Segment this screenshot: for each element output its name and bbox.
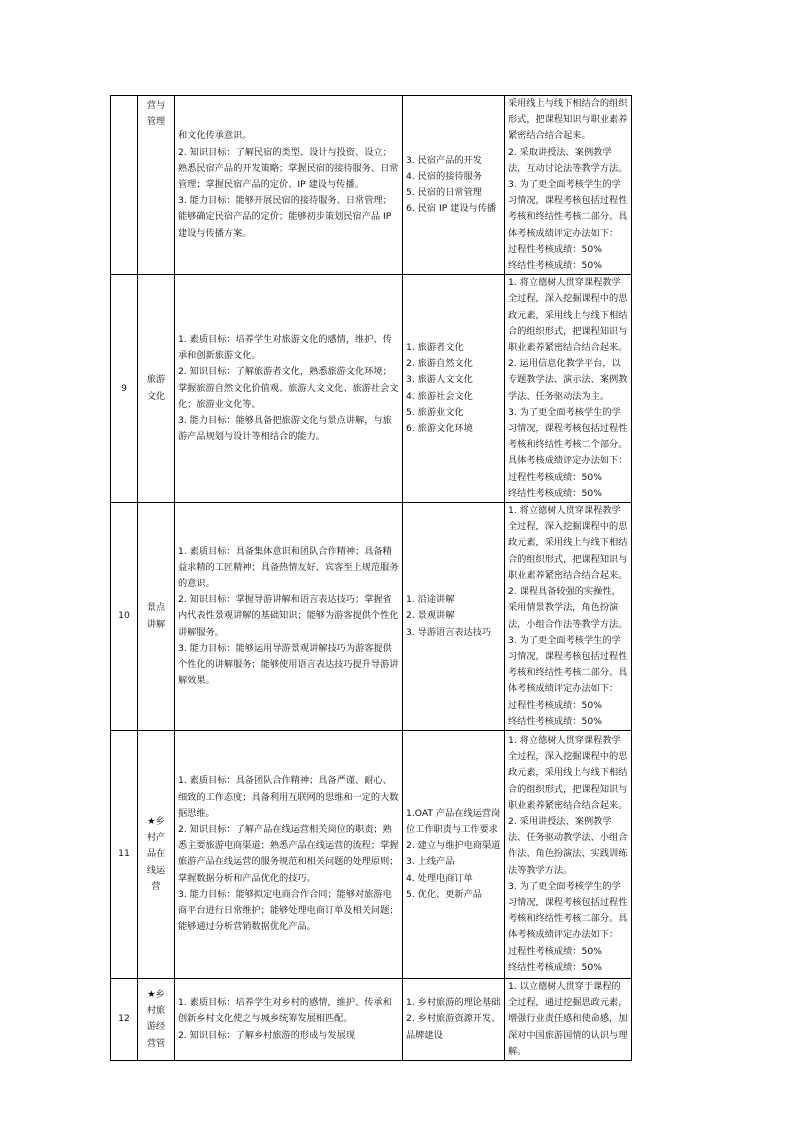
- course-goals: 1. 素质目标：具备团队合作精神；具备严谨、耐心、细致的工作态度；具备利用互联网的思维和一定的大数据思维。 2. 知识目标：了解产品在线运营相关岗位的职责；熟悉主要旅游电商渠道；熟悉产品在线运营的流程；掌握旅游产品在线运营的服务规范和相关问题的处理原则；掌握数据分析和产品优化的技巧。 3. 能力目标：能够拟定电商合作合同；能够对旅游电商平台进行日常维护；能够处理电商订单及相关问题；能够通过分析营销数据优化产品。: [175, 730, 403, 978]
- course-table: [110, 95, 632, 1061]
- course-goals: 1. 素质目标：培养学生对旅游文化的感情，维护、传承和创新旅游文化。 2. 知识目标：了解旅游者文化，熟悉旅游文化环境；掌握旅游自然文化价值观、旅游人文文化、旅游社会文化；旅游业文化等。 3. 能力目标：能够具备把旅游文化与景点讲解，与旅游产品规划与设计等相结合的能力。: [175, 275, 403, 503]
- table-row: [111, 978, 632, 1060]
- course-method: 1. 将立德树人贯穿课程教学全过程，深入挖掘课程中的思政元素，采用线上与线下相结合的组织形式，把课程知识与职业素养紧密结合结合起来。 2. 采用讲授法、案例教学法、任务驱动教学法、小组合作法、角色扮演法、实践训练法等教学方法。 3. 为了更全面考核学生的学习情况，课程考核包括过程性考核和终结性考核二部分。具体考核成绩评定办法如下： 过程性考核成绩：50% 终结性考核成绩：50%: [505, 730, 632, 978]
- course-name: 营与 管理: [138, 96, 175, 275]
- row-number: 11: [111, 730, 138, 978]
- course-goals: 1. 素质目标：培养学生对乡村的感情，维护、传承和创新乡村文化使之与城乡统筹发展相匹配。 2. 知识目标：了解乡村旅游的形成与发展现: [175, 978, 403, 1060]
- row-number: 9: [111, 275, 138, 503]
- course-name: 旅游 文化: [138, 275, 175, 503]
- course-name: ★乡 村产 品在 线运 营: [138, 730, 175, 978]
- table-row: [111, 275, 632, 503]
- row-number: 10: [111, 503, 138, 731]
- course-goals: 1. 素质目标：具备集体意识和团队合作精神；具备精益求精的工匠精神；具备热情友好、宾客至上规范服务的意识。 2. 知识目标：掌握导游讲解和语言表达技巧；掌握省内代表性景观讲解的基础知识；能够为游客提供个性化讲解服务。 3. 能力目标：能够运用导游景观讲解技巧为游客提供个性化的讲解服务；能够使用语言表达技巧提升导游讲解效果。: [175, 503, 403, 731]
- table-row: [111, 730, 632, 978]
- course-content: 1.OAT 产品在线运营岗位工作职责与工作要求 2. 建立与维护电商渠道 3. 上线产品 4. 处理电商订单 5. 优化、更新产品: [403, 730, 505, 978]
- course-method: 采用线上与线下相结合的组织形式，把课程知识与职业素养紧密结合结合起来。 2. 采取讲授法、案例教学法，互动讨论法等教学方法。 3. 为了更全面考核学生的学习情况，课程考核包括过程性考核和终结性考核二部分。具体考核成绩评定办法如下： 过程性考核成绩：50% 终结性考核成绩：50%: [505, 96, 632, 275]
- course-name: 景点 讲解: [138, 503, 175, 731]
- course-method: 1. 将立德树人贯穿课程教学全过程，深入挖掘课程中的思政元素，采用线上与线下相结合的组织形式，把课程知识与职业素养紧密结合结合起来。 2. 运用信息化教学平台，以专题教学法、演示法、案例教学法、任务驱动法为主。 3. 为了更全面考核学生的学习情况，课程考核包括过程性考核和终结性考核二个部分。具体考核成绩评定办法如下： 过程性考核成绩：50% 终结性考核成绩：50%: [505, 275, 632, 503]
- course-content: 3. 民宿产品的开发 4. 民宿的接待服务 5. 民宿的日常管理 6. 民宿 IP 建设与传播: [403, 96, 505, 275]
- course-content: 1. 旅游者文化 2. 旅游自然文化 3. 旅游人文文化 4. 旅游社会文化 5. 旅游业文化 6. 旅游文化环境: [403, 275, 505, 503]
- row-number: 12: [111, 978, 138, 1060]
- course-method: 1. 将立德树人贯穿课程教学全过程，深入挖掘课程中的思政元素，采用线上与线下相结合的组织形式，把课程知识与职业素养紧密结合结合起来。 2. 课程具备较强的实操性，采用情景教学法，角色扮演法，小组合作法等教学方法。 3. 为了更全面考核学生的学习情况，课程考核包括过程性考核和终结性考核二部分。具体考核成绩评定办法如下： 过程性考核成绩：50% 终结性考核成绩：50%: [505, 503, 632, 731]
- row-number: [111, 96, 138, 275]
- course-content: 1. 乡村旅游的理论基础 2. 乡村旅游资源开发、品牌建设: [403, 978, 505, 1060]
- course-method: 1. 以立德树人贯穿于课程的全过程，通过挖掘思政元素，增强行业责任感和使命感，加深对中国旅游国情的认识与理解。: [505, 978, 632, 1060]
- table-row: [111, 96, 632, 275]
- table-row: [111, 503, 632, 731]
- course-goals: 和文化传承意识。 2. 知识目标：了解民宿的类型、设计与投资、设立；熟悉民宿产品的开发策略；掌握民宿的接待服务、日常管理；掌握民宿产品的定价、IP 建设与传播。 3. 能力目标：能够开展民宿的接待服务、日常管理；能够确定民宿产品的定价；能够初步策划民宿产品 IP 建设与传播方案。: [175, 96, 403, 275]
- course-name: ★乡 村旅 游经 营管: [138, 978, 175, 1060]
- course-content: 1. 沿途讲解 2. 景观讲解 3. 导游语言表达技巧: [403, 503, 505, 731]
